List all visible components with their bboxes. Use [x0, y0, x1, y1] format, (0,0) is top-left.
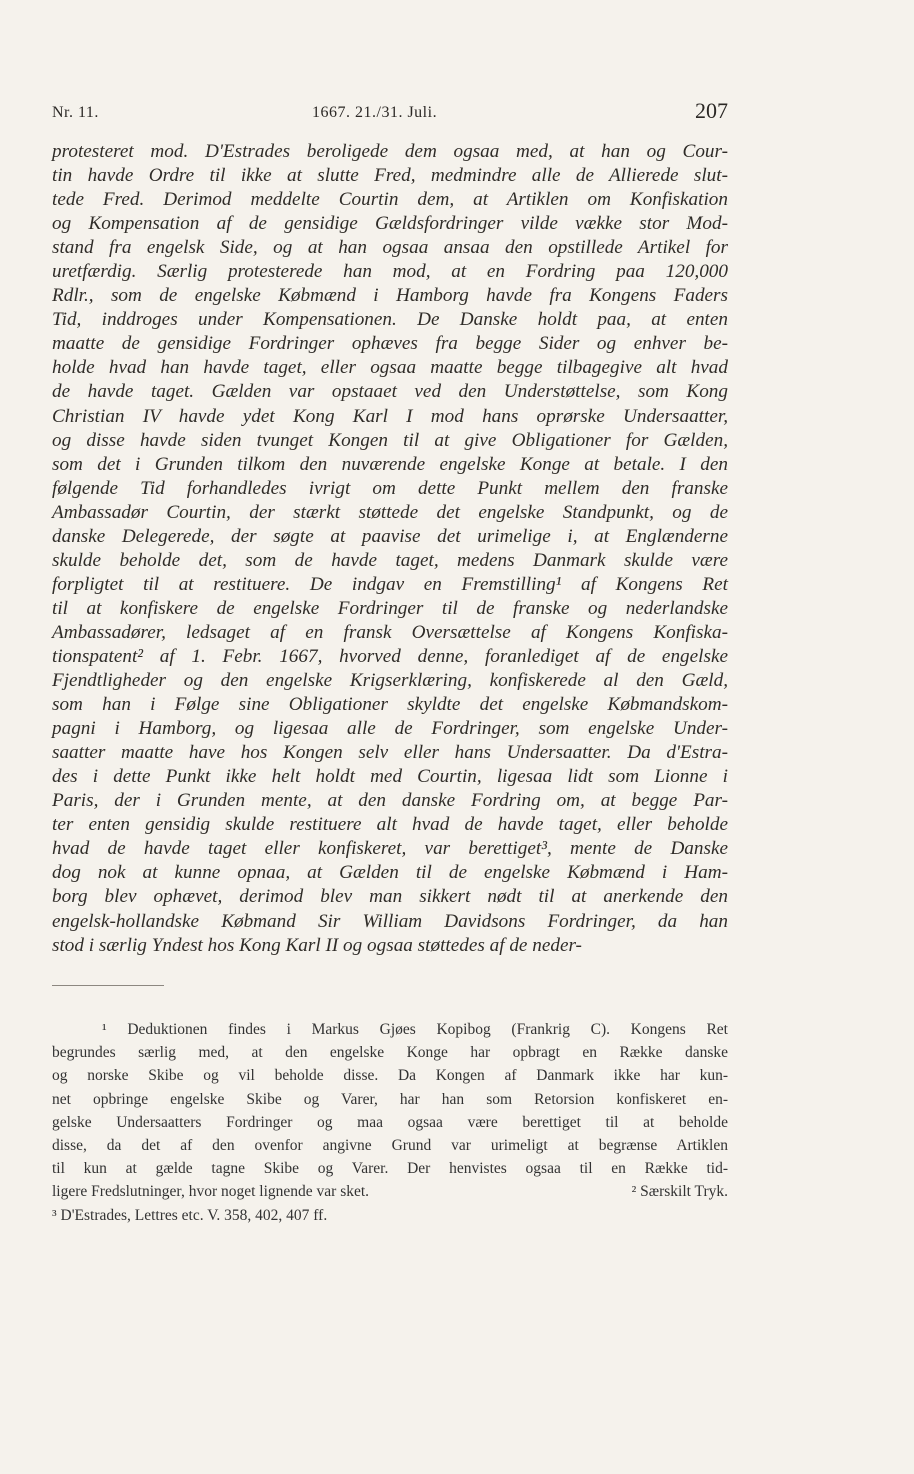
- text-line: borg blev ophævet, derimod blev man sikkert nødt til at anerkende den: [52, 886, 728, 908]
- text-line: følgende Tid forhandledes ivrigt om dette Punkt mellem den franske: [52, 477, 728, 499]
- section-number: Nr. 11.: [52, 104, 99, 121]
- running-date: 1667. 21./31. Juli.: [312, 104, 438, 121]
- text-line: pagni i Hamborg, og ligesaa alle de Fordringer, som engelske Under-: [52, 718, 728, 740]
- text-line: Ambassadører, ledsaget af en fransk Oversættelse af Kongens Konfiska-: [52, 621, 728, 643]
- footnote-line: disse, da det af den ovenfor angivne Grund var urimeligt at begrænse Artiklen: [52, 1136, 728, 1154]
- text-line: des i dette Punkt ikke helt holdt med Courtin, ligesaa lidt som Lionne i: [52, 766, 728, 788]
- text-line: hvad de havde taget eller konfiskeret, var berettiget³, mente de Danske: [52, 838, 728, 860]
- text-line: uretfærdig. Særlig protesterede han mod, at en Fordring paa 120,000: [52, 261, 728, 283]
- page-number: 207: [695, 98, 728, 123]
- text-line: til at konfiskere de engelske Fordringer til de franske og nederlandske: [52, 597, 728, 619]
- text-line: Rdlr., som de engelske Købmænd i Hamborg havde fra Kongens Faders: [52, 285, 728, 307]
- footnote-line-left: ligere Fredslutninger, hvor noget lignende var sket.: [52, 1183, 370, 1201]
- text-line: tin havde Ordre til ikke at slutte Fred, medmindre alle de Allierede slut-: [52, 165, 728, 187]
- text-line: og disse havde siden tvunget Kongen til at give Obligationer for Gælden,: [52, 429, 728, 451]
- main-text: [52, 140, 728, 958]
- text-line: stand fra engelsk Side, og at han ogsaa ansaa den opstillede Artikel for: [52, 237, 728, 259]
- text-line: Christian IV havde ydet Kong Karl I mod hans oprørske Undersaatter,: [52, 405, 728, 427]
- text-line: danske Delegerede, der søgte at paavise det urimelige i, at Englænderne: [52, 525, 728, 547]
- text-line: og Kompensation af de gensidige Gældsfordringer vilde vække stor Mod-: [52, 213, 728, 235]
- text-line: engelsk-hollandske Købmand Sir William Davidsons Fordringer, da han: [52, 910, 728, 932]
- footnote-line: begrundes særlig med, at den engelske Konge har opbragt en Række danske: [52, 1044, 728, 1062]
- text-line: dog nok at kunne opnaa, at Gælden til de engelske Købmænd i Ham-: [52, 862, 728, 884]
- text-line: skulde beholde det, som de havde taget, medens Danmark skulde være: [52, 549, 728, 571]
- text-line: saatter maatte have hos Kongen selv eller hans Undersaatter. Da d'Estra-: [52, 742, 728, 764]
- text-line: stod i særlig Yndest hos Kong Karl II og ogsaa støttedes af de neder-: [52, 934, 582, 956]
- text-line: Paris, der i Grunden mente, at den danske Fordring om, at begge Par-: [52, 790, 728, 812]
- footnote-2: ² Særskilt Tryk.: [631, 1183, 728, 1201]
- text-line: forpligtet til at restituere. De indgav en Fremstilling¹ af Kongens Ret: [52, 573, 728, 595]
- text-line: Tid, inddroges under Kompensationen. De Danske holdt paa, at enten: [52, 309, 728, 331]
- footnote-line: ¹ Deduktionen findes i Markus Gjøes Kopibog (Frankrig C). Kongens Ret: [102, 1021, 728, 1038]
- footnote-3: ³ D'Estrades, Lettres etc. V. 358, 402, 407 ff.: [52, 1206, 328, 1224]
- footnote-line: og norske Skibe og vil beholde disse. Da Kongen af Danmark ikke har kun-: [52, 1067, 728, 1085]
- footnote-line: [52, 1180, 728, 1203]
- text-line: de havde taget. Gælden var opstaaet ved den Understøttelse, som Kong: [52, 381, 728, 403]
- text-line: tede Fred. Derimod meddelte Courtin dem, at Artiklen om Konfiskation: [52, 189, 728, 211]
- page-header: [52, 98, 728, 128]
- footnotes: [52, 1018, 728, 1227]
- text-line: protesteret mod. D'Estrades beroligede dem ogsaa med, at han og Cour-: [52, 141, 728, 162]
- text-line: maatte de gensidige Fordringer ophæves fra begge Sider og enhver be-: [52, 333, 728, 355]
- footnote-line: til kun at gælde tagne Skibe og Varer. Der henvistes ogsaa til en Række tid-: [52, 1160, 728, 1178]
- text-line: som det i Grunden tilkom den nuværende engelske Konge at betale. I den: [52, 453, 728, 475]
- footnote-line: net opbringe engelske Skibe og Varer, har han som Retorsion konfiskeret en-: [52, 1090, 728, 1108]
- text-line: Ambassadør Courtin, der stærkt støttede det engelske Standpunkt, og de: [52, 501, 728, 523]
- text-line: ter enten gensidig skulde restituere alt hvad de havde taget, eller beholde: [52, 814, 728, 836]
- text-line: tionspatent² af 1. Febr. 1667, hvorved denne, foranlediget af de engelske: [52, 645, 728, 667]
- footnote-divider: [52, 985, 164, 986]
- footnote-line: gelske Undersaatters Fordringer og maa ogsaa være berettiget til at beholde: [52, 1113, 728, 1131]
- text-line: holde hvad han havde taget, eller ogsaa maatte begge tilbagegive alt hvad: [52, 357, 728, 379]
- text-line: som han i Følge sine Obligationer skyldte det engelske Købmandskom-: [52, 694, 728, 716]
- text-line: Fjendtligheder og den engelske Krigserklæring, konfiskerede al den Gæld,: [52, 670, 728, 692]
